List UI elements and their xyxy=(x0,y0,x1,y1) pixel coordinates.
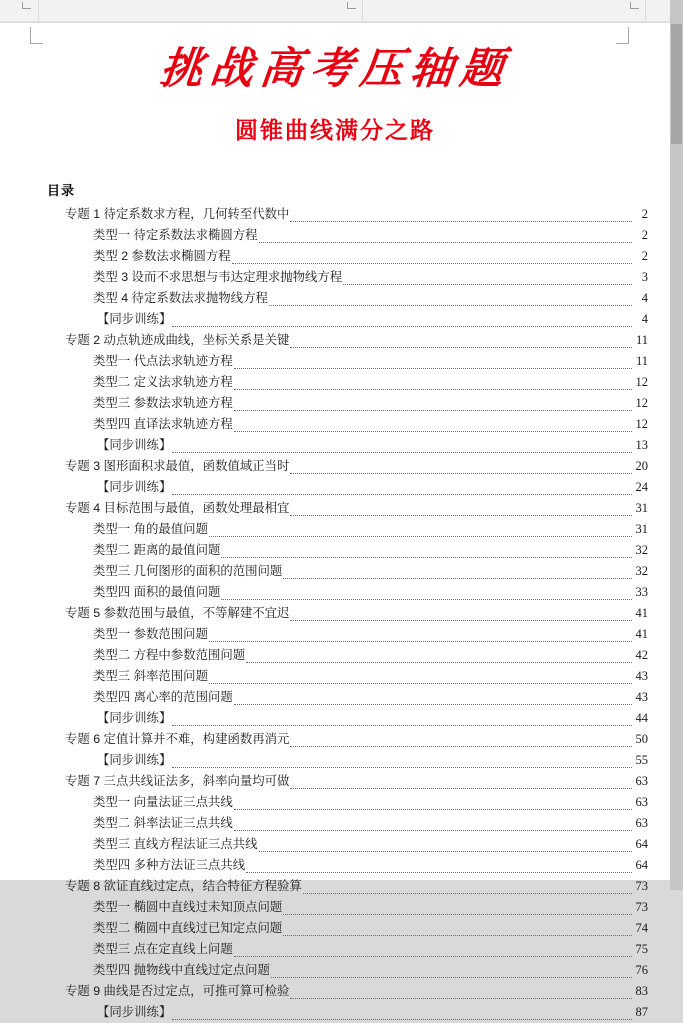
toc-leader-dots xyxy=(283,935,632,936)
toc-entry[interactable] xyxy=(0,855,648,876)
table-of-contents xyxy=(0,204,670,1023)
toc-entry[interactable] xyxy=(0,960,648,981)
toc-entry[interactable] xyxy=(0,225,648,246)
document-subtitle: 圆锥曲线满分之路 xyxy=(235,118,435,144)
toc-page-number: 64 xyxy=(635,837,648,852)
toc-entry[interactable] xyxy=(0,939,648,960)
toc-leader-dots xyxy=(232,263,632,264)
toc-leader-dots xyxy=(234,830,632,831)
toc-page-number: 43 xyxy=(635,690,648,705)
toc-page-number: 13 xyxy=(635,438,648,453)
toc-leader-dots xyxy=(172,494,632,495)
toc-entry[interactable] xyxy=(0,561,648,582)
ruler-separator-center xyxy=(362,0,363,22)
document-page xyxy=(0,23,670,1020)
toc-entry-label: 类型二 距离的最值问题 xyxy=(93,543,221,558)
toc-page-number: 12 xyxy=(635,417,648,432)
toc-page-number: 55 xyxy=(635,753,648,768)
toc-entry[interactable] xyxy=(0,645,648,666)
toc-page-number: 2 xyxy=(641,207,648,222)
toc-page-number: 20 xyxy=(635,459,648,474)
toc-leader-dots xyxy=(271,977,632,978)
vertical-scrollbar[interactable] xyxy=(670,0,683,890)
toc-entry-label: 专题 9 曲线是否过定点，可推可算可检验 xyxy=(65,984,290,999)
toc-leader-dots xyxy=(234,368,632,369)
toc-leader-dots xyxy=(290,515,632,516)
toc-entry[interactable] xyxy=(0,876,648,897)
toc-entry-label: 类型二 斜率法证三点共线 xyxy=(93,816,233,831)
toc-heading: 目录 xyxy=(47,183,76,199)
toc-page-number: 73 xyxy=(635,879,648,894)
toc-entry-label: 类型四 离心率的范围问题 xyxy=(93,690,233,705)
toc-page-number: 76 xyxy=(635,963,648,978)
toc-page-number: 41 xyxy=(635,606,648,621)
toc-page-number: 63 xyxy=(635,795,648,810)
toc-leader-dots xyxy=(209,641,632,642)
toc-entry-label: 类型三 几何图形的面积的范围问题 xyxy=(93,564,283,579)
toc-entry[interactable] xyxy=(0,687,648,708)
toc-leader-dots xyxy=(234,809,632,810)
toc-entry[interactable] xyxy=(0,750,648,771)
toc-entry-label: 类型一 待定系数法求椭圆方程 xyxy=(93,228,258,243)
toc-page-number: 50 xyxy=(635,732,648,747)
toc-entry-label: 类型 2 参数法求椭圆方程 xyxy=(93,249,231,264)
toc-entry-label: 类型 4 待定系数法求抛物线方程 xyxy=(93,291,268,306)
toc-leader-dots xyxy=(172,725,632,726)
toc-leader-dots xyxy=(234,410,632,411)
toc-page-number: 74 xyxy=(635,921,648,936)
toc-page-number: 73 xyxy=(635,900,648,915)
toc-entry-label: 类型四 多种方法证三点共线 xyxy=(93,858,246,873)
toc-entry-label: 类型一 参数范围问题 xyxy=(93,627,208,642)
toc-leader-dots xyxy=(343,284,632,285)
toc-entry[interactable] xyxy=(0,771,648,792)
toc-entry-label: 类型二 定义法求轨迹方程 xyxy=(93,375,233,390)
toc-entry[interactable] xyxy=(0,813,648,834)
toc-entry[interactable] xyxy=(0,981,648,1002)
toc-page-number: 75 xyxy=(635,942,648,957)
toc-leader-dots xyxy=(209,536,632,537)
toc-leader-dots xyxy=(283,914,632,915)
toc-leader-dots xyxy=(221,557,632,558)
toc-entry[interactable] xyxy=(0,708,648,729)
toc-leader-dots xyxy=(246,872,632,873)
toc-entry-label: 专题 2 动点轨迹成曲线，坐标关系是关键 xyxy=(65,333,290,348)
toc-entry[interactable] xyxy=(0,246,648,267)
toc-page-number: 33 xyxy=(635,585,648,600)
margin-mark-center xyxy=(347,2,356,9)
toc-entry-label: 【同步训练】 xyxy=(97,1005,172,1020)
toc-entry[interactable] xyxy=(0,666,648,687)
toc-entry[interactable] xyxy=(0,309,648,330)
toc-entry-label: 专题 4 目标范围与最值，函数处理最相宜 xyxy=(65,501,290,516)
toc-page-number: 2 xyxy=(641,228,648,243)
toc-entry[interactable] xyxy=(0,288,648,309)
toc-entry[interactable] xyxy=(0,792,648,813)
toc-entry-label: 专题 1 待定系数求方程，几何转至代数中 xyxy=(65,207,290,222)
toc-page-number: 32 xyxy=(635,543,648,558)
toc-entry[interactable] xyxy=(0,477,648,498)
toc-entry[interactable] xyxy=(0,582,648,603)
toc-entry-label: 专题 6 定值计算并不难，构建函数再消元 xyxy=(65,732,290,747)
margin-mark-right xyxy=(630,2,639,9)
toc-page-number: 12 xyxy=(635,396,648,411)
toc-entry-label: 类型一 角的最值问题 xyxy=(93,522,208,537)
toc-entry[interactable] xyxy=(0,267,648,288)
ruler-strip xyxy=(0,0,683,22)
toc-leader-dots xyxy=(290,998,632,999)
toc-entry-label: 【同步训练】 xyxy=(97,480,172,495)
toc-entry[interactable] xyxy=(0,1002,648,1023)
toc-page-number: 64 xyxy=(635,858,648,873)
toc-entry-label: 【同步训练】 xyxy=(97,438,172,453)
toc-page-number: 87 xyxy=(635,1005,648,1020)
toc-page-number: 12 xyxy=(635,375,648,390)
document-title: 挑战高考压轴题 xyxy=(157,44,513,94)
toc-leader-dots xyxy=(290,473,632,474)
toc-entry[interactable] xyxy=(0,603,648,624)
toc-leader-dots xyxy=(303,893,632,894)
toc-entry-label: 专题 8 欲证直线过定点，结合特征方程验算 xyxy=(65,879,302,894)
toc-leader-dots xyxy=(234,431,632,432)
toc-entry[interactable] xyxy=(0,519,648,540)
ruler-separator-left xyxy=(38,0,39,22)
toc-leader-dots xyxy=(234,704,632,705)
toc-leader-dots xyxy=(209,683,632,684)
toc-entry[interactable] xyxy=(0,330,648,351)
toc-leader-dots xyxy=(234,956,632,957)
toc-entry-label: 类型三 直线方程法证三点共线 xyxy=(93,837,258,852)
toc-entry-label: 类型三 参数法求轨迹方程 xyxy=(93,396,233,411)
toc-entry[interactable] xyxy=(0,729,648,750)
toc-leader-dots xyxy=(290,620,632,621)
toc-entry-label: 类型 3 设而不求思想与韦达定理求抛物线方程 xyxy=(93,270,343,285)
toc-entry[interactable] xyxy=(0,351,648,372)
toc-page-number: 2 xyxy=(641,249,648,264)
toc-entry-label: 类型一 椭圆中直线过未知顶点问题 xyxy=(93,900,283,915)
toc-leader-dots xyxy=(259,851,632,852)
toc-entry[interactable] xyxy=(0,918,648,939)
toc-page-number: 11 xyxy=(635,354,648,369)
toc-entry-label: 专题 3 图形面积求最值，函数值域正当时 xyxy=(65,459,290,474)
toc-leader-dots xyxy=(172,326,632,327)
toc-page-number: 41 xyxy=(635,627,648,642)
toc-entry-label: 【同步训练】 xyxy=(97,753,172,768)
toc-entry[interactable] xyxy=(0,540,648,561)
margin-corner-top-left xyxy=(30,27,43,44)
toc-entry[interactable] xyxy=(0,498,648,519)
toc-page-number: 24 xyxy=(635,480,648,495)
toc-leader-dots xyxy=(234,389,632,390)
toc-entry[interactable] xyxy=(0,393,648,414)
toc-leader-dots xyxy=(290,347,632,348)
toc-entry-label: 类型四 抛物线中直线过定点问题 xyxy=(93,963,270,978)
toc-entry[interactable] xyxy=(0,414,648,435)
toc-entry[interactable] xyxy=(0,456,648,477)
toc-entry-label: 【同步训练】 xyxy=(97,312,172,327)
toc-entry[interactable] xyxy=(0,897,648,918)
toc-entry-label: 类型三 斜率范围问题 xyxy=(93,669,208,684)
toc-page-number: 4 xyxy=(641,291,648,306)
toc-leader-dots xyxy=(259,242,632,243)
toc-page-number: 63 xyxy=(635,774,648,789)
toc-leader-dots xyxy=(283,578,632,579)
toc-entry-label: 类型二 椭圆中直线过已知定点问题 xyxy=(93,921,283,936)
toc-entry-label: 类型四 直译法求轨迹方程 xyxy=(93,417,233,432)
toc-page-number: 63 xyxy=(635,816,648,831)
toc-entry-label: 【同步训练】 xyxy=(97,711,172,726)
toc-entry[interactable] xyxy=(0,372,648,393)
toc-page-number: 31 xyxy=(635,522,648,537)
toc-leader-dots xyxy=(290,746,632,747)
toc-entry-label: 专题 5 参数范围与最值，不等解建不宜迟 xyxy=(65,606,290,621)
toc-entry[interactable] xyxy=(0,624,648,645)
toc-leader-dots xyxy=(246,662,632,663)
toc-page-number: 44 xyxy=(635,711,648,726)
toc-entry-label: 专题 7 三点共线证法多，斜率向量均可做 xyxy=(65,774,290,789)
toc-leader-dots xyxy=(172,1019,632,1020)
ruler-separator-right xyxy=(645,0,646,22)
toc-leader-dots xyxy=(290,788,632,789)
toc-page-number: 32 xyxy=(635,564,648,579)
toc-entry-label: 类型四 面积的最值问题 xyxy=(93,585,221,600)
toc-entry[interactable] xyxy=(0,435,648,456)
toc-page-number: 31 xyxy=(635,501,648,516)
toc-entry-label: 类型一 向量法证三点共线 xyxy=(93,795,233,810)
toc-entry[interactable] xyxy=(0,834,648,855)
toc-page-number: 11 xyxy=(635,333,648,348)
toc-leader-dots xyxy=(221,599,632,600)
toc-entry-label: 类型二 方程中参数范围问题 xyxy=(93,648,246,663)
margin-mark-left xyxy=(22,2,31,9)
toc-leader-dots xyxy=(172,452,632,453)
toc-page-number: 42 xyxy=(635,648,648,663)
margin-corner-top-right xyxy=(616,27,629,44)
toc-page-number: 3 xyxy=(641,270,648,285)
toc-leader-dots xyxy=(172,767,632,768)
toc-page-number: 4 xyxy=(641,312,648,327)
toc-entry-label: 类型一 代点法求轨迹方程 xyxy=(93,354,233,369)
toc-page-number: 83 xyxy=(635,984,648,999)
toc-leader-dots xyxy=(290,221,632,222)
toc-leader-dots xyxy=(269,305,632,306)
toc-entry[interactable] xyxy=(0,204,648,225)
toc-page-number: 43 xyxy=(635,669,648,684)
scrollbar-thumb[interactable] xyxy=(671,24,682,144)
toc-entry-label: 类型三 点在定直线上问题 xyxy=(93,942,233,957)
